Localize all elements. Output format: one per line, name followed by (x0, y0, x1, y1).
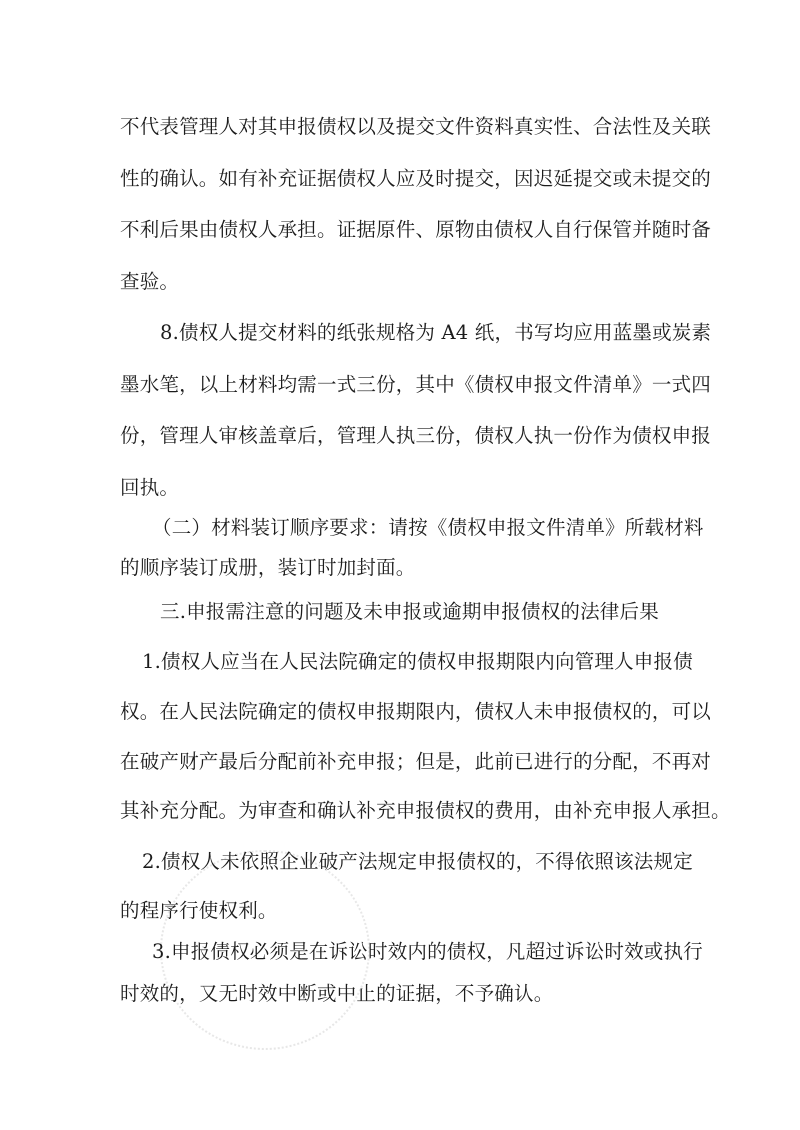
paragraph-line: 时效的，又无时效中断或中止的证据，不予确认。 (120, 982, 554, 1005)
paragraph-line: 在破产财产最后分配前补充申报；但是，此前已进行的分配，不再对 (120, 750, 712, 773)
paragraph-line: 的程序行使权利。 (120, 899, 278, 922)
paragraph-line: 不代表管理人对其申报债权以及提交文件资料真实性、合法性及关联 (120, 115, 712, 138)
paragraph-line: 其补充分配。为审查和确认补充申报债权的费用，由补充申报人承担。 (120, 799, 731, 822)
paragraph-line: 不利后果由债权人承担。证据原件、原物由债权人自行保管并随时备 (120, 218, 712, 241)
paragraph-line: 性的确认。如有补充证据债权人应及时提交，因迟延提交或未提交的 (120, 167, 712, 190)
paragraph-line: 8.债权人提交材料的纸张规格为 A4 纸，书写均应用蓝墨或炭素 (160, 321, 712, 344)
paragraph-line: 2.债权人未依照企业破产法规定申报债权的，不得依照该法规定 (142, 850, 693, 873)
section-heading-line: （二）材料装订顺序要求：请按《债权申报文件清单》所载材料 (152, 516, 704, 539)
paragraph-line: 墨水笔，以上材料均需一式三份，其中《债权申报文件清单》一式四 (120, 373, 712, 396)
paragraph-line: 份，管理人审核盖章后，管理人执三份，债权人执一份作为债权申报 (120, 424, 712, 447)
section-heading: 三.申报需注意的问题及未申报或逾期申报债权的法律后果 (160, 600, 659, 623)
paragraph-line: 的顺序装订成册，装订时加封面。 (120, 556, 416, 579)
paragraph-line: 查验。 (120, 270, 180, 293)
paragraph-line: 回执。 (120, 476, 180, 499)
paragraph-line: 1.债权人应当在人民法院确定的债权申报期限内向管理人申报债 (142, 650, 693, 673)
paragraph-line: 权。在人民法院确定的债权申报期限内，债权人未申报债权的，可以 (120, 700, 712, 723)
paragraph-line: 3.申报债权必须是在诉讼时效内的债权，凡超过诉讼时效或执行 (152, 940, 703, 963)
